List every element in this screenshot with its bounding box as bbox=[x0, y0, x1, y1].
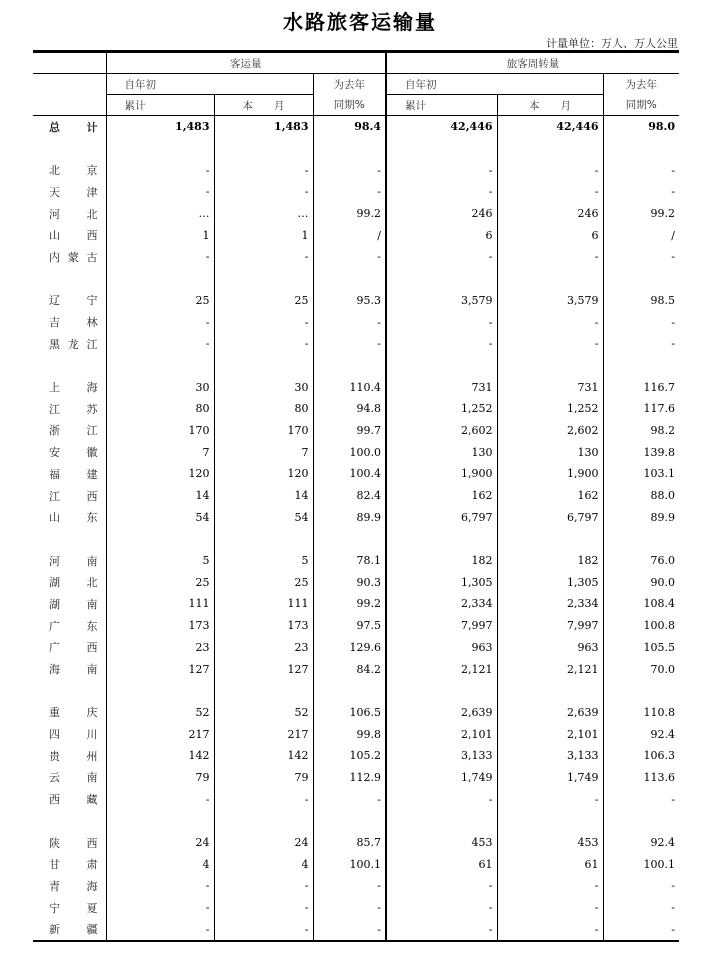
region-name: 辽宁 bbox=[49, 294, 98, 308]
volume-yoy-cell: - bbox=[313, 311, 386, 333]
turnover-yoy-cell: 139.8 bbox=[603, 441, 679, 463]
volume-ytd-cell: - bbox=[106, 333, 214, 355]
region-name: 内蒙古 bbox=[49, 250, 98, 264]
spacer-row bbox=[33, 355, 679, 377]
table-row bbox=[33, 853, 679, 875]
volume-yoy-cell: 78.1 bbox=[313, 550, 386, 572]
table-row bbox=[33, 376, 679, 398]
region-name: 吉林 bbox=[49, 316, 98, 330]
volume-ytd-cell: 120 bbox=[106, 463, 214, 485]
volume-yoy-cell: - bbox=[313, 246, 386, 268]
table-row bbox=[33, 246, 679, 268]
volume-yoy-cell: 82.4 bbox=[313, 485, 386, 507]
header-yoy-top: 为去年 bbox=[603, 74, 679, 95]
region-name: 天津 bbox=[49, 185, 98, 199]
header-ytd-bottom: 累计 bbox=[106, 95, 214, 116]
volume-ytd-cell: 7 bbox=[106, 441, 214, 463]
volume-yoy-cell: / bbox=[313, 224, 386, 246]
volume-month-cell: 7 bbox=[214, 441, 313, 463]
volume-ytd-cell: - bbox=[106, 897, 214, 919]
region-name: 甘肃 bbox=[49, 858, 98, 872]
region-name: 贵州 bbox=[49, 749, 98, 763]
region-name: 重庆 bbox=[49, 706, 98, 720]
region-name: 湖南 bbox=[49, 597, 98, 611]
volume-yoy-cell: - bbox=[313, 918, 386, 941]
region-name: 山东 bbox=[49, 511, 98, 525]
turnover-ytd-cell: 7,997 bbox=[386, 615, 497, 637]
turnover-ytd-cell: 162 bbox=[386, 485, 497, 507]
volume-yoy-cell: - bbox=[313, 159, 386, 181]
turnover-ytd-cell: 3,579 bbox=[386, 290, 497, 312]
table-row bbox=[33, 441, 679, 463]
volume-yoy-cell: 89.9 bbox=[313, 506, 386, 528]
header-month: 本 月 bbox=[214, 95, 313, 116]
volume-yoy-cell: - bbox=[313, 788, 386, 810]
header-yoy-bottom: 同期% bbox=[313, 95, 386, 116]
region-name: 江苏 bbox=[49, 402, 98, 416]
turnover-yoy-cell: - bbox=[603, 788, 679, 810]
turnover-yoy-cell: 92.4 bbox=[603, 832, 679, 854]
volume-ytd-cell: 1,483 bbox=[106, 116, 214, 138]
volume-ytd-cell: - bbox=[106, 159, 214, 181]
table-row bbox=[33, 788, 679, 810]
turnover-month-cell: 6,797 bbox=[497, 506, 603, 528]
region-name: 宁夏 bbox=[49, 901, 98, 915]
volume-yoy-cell: - bbox=[313, 333, 386, 355]
volume-yoy-cell: 106.5 bbox=[313, 702, 386, 724]
volume-ytd-cell: 14 bbox=[106, 485, 214, 507]
turnover-ytd-cell: - bbox=[386, 159, 497, 181]
volume-month-cell: - bbox=[214, 897, 313, 919]
table-body bbox=[33, 116, 679, 942]
volume-month-cell: 79 bbox=[214, 767, 313, 789]
volume-yoy-cell: 112.9 bbox=[313, 767, 386, 789]
table-row bbox=[33, 723, 679, 745]
region-name: 安徽 bbox=[49, 446, 98, 460]
table-row bbox=[33, 918, 679, 941]
region-name: 青海 bbox=[49, 879, 98, 893]
turnover-yoy-cell: - bbox=[603, 311, 679, 333]
turnover-month-cell: 162 bbox=[497, 485, 603, 507]
turnover-ytd-cell: 182 bbox=[386, 550, 497, 572]
region-name: 河南 bbox=[49, 554, 98, 568]
volume-ytd-cell: - bbox=[106, 311, 214, 333]
turnover-month-cell: 2,639 bbox=[497, 702, 603, 724]
volume-ytd-cell: 111 bbox=[106, 593, 214, 615]
turnover-yoy-cell: 98.0 bbox=[603, 116, 679, 138]
unit-label: 计量单位：万人、万人公里 bbox=[546, 37, 678, 50]
turnover-yoy-cell: - bbox=[603, 246, 679, 268]
turnover-yoy-cell: 113.6 bbox=[603, 767, 679, 789]
volume-yoy-cell: 100.1 bbox=[313, 853, 386, 875]
volume-month-cell: - bbox=[214, 246, 313, 268]
statistics-table bbox=[33, 50, 679, 942]
volume-month-cell: 24 bbox=[214, 832, 313, 854]
volume-yoy-cell: 99.2 bbox=[313, 593, 386, 615]
volume-ytd-cell: 5 bbox=[106, 550, 214, 572]
turnover-month-cell: 1,305 bbox=[497, 571, 603, 593]
turnover-yoy-cell: 90.0 bbox=[603, 571, 679, 593]
turnover-ytd-cell: - bbox=[386, 897, 497, 919]
turnover-yoy-cell: - bbox=[603, 897, 679, 919]
volume-month-cell: 170 bbox=[214, 420, 313, 442]
header-passenger-volume: 客运量 bbox=[106, 52, 386, 74]
volume-yoy-cell: 98.4 bbox=[313, 116, 386, 138]
volume-ytd-cell: 142 bbox=[106, 745, 214, 767]
turnover-ytd-cell: - bbox=[386, 788, 497, 810]
volume-ytd-cell: 170 bbox=[106, 420, 214, 442]
volume-ytd-cell: - bbox=[106, 918, 214, 941]
turnover-month-cell: 7,997 bbox=[497, 615, 603, 637]
volume-month-cell: 127 bbox=[214, 658, 313, 680]
table-row bbox=[33, 745, 679, 767]
volume-month-cell: 25 bbox=[214, 290, 313, 312]
turnover-month-cell: - bbox=[497, 181, 603, 203]
turnover-ytd-cell: - bbox=[386, 246, 497, 268]
region-name: 河北 bbox=[49, 207, 98, 221]
turnover-yoy-cell: 99.2 bbox=[603, 203, 679, 225]
turnover-month-cell: - bbox=[497, 333, 603, 355]
turnover-ytd-cell: 453 bbox=[386, 832, 497, 854]
volume-yoy-cell: 99.7 bbox=[313, 420, 386, 442]
turnover-yoy-cell: - bbox=[603, 875, 679, 897]
turnover-month-cell: 42,446 bbox=[497, 116, 603, 138]
volume-yoy-cell: 105.2 bbox=[313, 745, 386, 767]
volume-yoy-cell: 99.8 bbox=[313, 723, 386, 745]
turnover-ytd-cell: 42,446 bbox=[386, 116, 497, 138]
table-row bbox=[33, 463, 679, 485]
volume-ytd-cell: - bbox=[106, 181, 214, 203]
volume-month-cell: 52 bbox=[214, 702, 313, 724]
volume-ytd-cell: 217 bbox=[106, 723, 214, 745]
volume-month-cell: 30 bbox=[214, 376, 313, 398]
table-row bbox=[33, 702, 679, 724]
turnover-yoy-cell: 105.5 bbox=[603, 637, 679, 659]
table-row bbox=[33, 550, 679, 572]
volume-month-cell: - bbox=[214, 159, 313, 181]
turnover-ytd-cell: 731 bbox=[386, 376, 497, 398]
turnover-month-cell: 2,121 bbox=[497, 658, 603, 680]
turnover-month-cell: 182 bbox=[497, 550, 603, 572]
turnover-month-cell: 61 bbox=[497, 853, 603, 875]
table-row bbox=[33, 181, 679, 203]
turnover-yoy-cell: 100.1 bbox=[603, 853, 679, 875]
turnover-yoy-cell: 88.0 bbox=[603, 485, 679, 507]
turnover-yoy-cell: 70.0 bbox=[603, 658, 679, 680]
volume-ytd-cell: 79 bbox=[106, 767, 214, 789]
volume-month-cell: 1,483 bbox=[214, 116, 313, 138]
turnover-month-cell: 6 bbox=[497, 224, 603, 246]
turnover-ytd-cell: 963 bbox=[386, 637, 497, 659]
table-row bbox=[33, 615, 679, 637]
header-ytd-top: 自年初 bbox=[106, 74, 214, 95]
volume-yoy-cell: 97.5 bbox=[313, 615, 386, 637]
volume-yoy-cell: 94.8 bbox=[313, 398, 386, 420]
volume-yoy-cell: 100.0 bbox=[313, 441, 386, 463]
turnover-ytd-cell: 2,334 bbox=[386, 593, 497, 615]
spacer-row bbox=[33, 138, 679, 160]
table-row bbox=[33, 593, 679, 615]
turnover-ytd-cell: 1,749 bbox=[386, 767, 497, 789]
turnover-month-cell: 3,133 bbox=[497, 745, 603, 767]
volume-ytd-cell: 25 bbox=[106, 571, 214, 593]
volume-yoy-cell: 95.3 bbox=[313, 290, 386, 312]
region-name: 上海 bbox=[49, 381, 98, 395]
turnover-ytd-cell: - bbox=[386, 918, 497, 941]
region-name: 新疆 bbox=[33, 918, 106, 941]
volume-yoy-cell: 84.2 bbox=[313, 658, 386, 680]
turnover-month-cell: - bbox=[497, 246, 603, 268]
table-row bbox=[33, 203, 679, 225]
turnover-ytd-cell: - bbox=[386, 333, 497, 355]
table-row bbox=[33, 398, 679, 420]
volume-month-cell: 14 bbox=[214, 485, 313, 507]
turnover-ytd-cell: 130 bbox=[386, 441, 497, 463]
table-row bbox=[33, 897, 679, 919]
page-title: 水路旅客运输量 bbox=[283, 10, 437, 34]
volume-month-cell: 25 bbox=[214, 571, 313, 593]
turnover-yoy-cell: - bbox=[603, 918, 679, 941]
volume-month-cell: 120 bbox=[214, 463, 313, 485]
table-row bbox=[33, 875, 679, 897]
header-ytd-bottom: 累计 bbox=[386, 95, 497, 116]
volume-ytd-cell: - bbox=[106, 875, 214, 897]
header-month: 本 月 bbox=[497, 95, 603, 116]
region-name: 四川 bbox=[49, 728, 98, 742]
volume-ytd-cell: - bbox=[106, 246, 214, 268]
turnover-yoy-cell: - bbox=[603, 181, 679, 203]
volume-month-cell: 142 bbox=[214, 745, 313, 767]
turnover-month-cell: 963 bbox=[497, 637, 603, 659]
volume-yoy-cell: 100.4 bbox=[313, 463, 386, 485]
turnover-ytd-cell: 2,639 bbox=[386, 702, 497, 724]
turnover-ytd-cell: 2,121 bbox=[386, 658, 497, 680]
region-name: 浙江 bbox=[49, 424, 98, 438]
turnover-month-cell: - bbox=[497, 311, 603, 333]
volume-yoy-cell: - bbox=[313, 897, 386, 919]
turnover-month-cell: 1,900 bbox=[497, 463, 603, 485]
volume-month-cell: 23 bbox=[214, 637, 313, 659]
table-row bbox=[33, 637, 679, 659]
turnover-ytd-cell: - bbox=[386, 311, 497, 333]
volume-yoy-cell: 129.6 bbox=[313, 637, 386, 659]
table-row bbox=[33, 767, 679, 789]
region-name: 江西 bbox=[49, 489, 98, 503]
turnover-month-cell: 453 bbox=[497, 832, 603, 854]
table-row bbox=[33, 159, 679, 181]
region-name: 海南 bbox=[49, 663, 98, 677]
header-yoy-bottom: 同期% bbox=[603, 95, 679, 116]
turnover-yoy-cell: 116.7 bbox=[603, 376, 679, 398]
volume-month-cell: 4 bbox=[214, 853, 313, 875]
turnover-yoy-cell: 110.8 bbox=[603, 702, 679, 724]
volume-ytd-cell: 173 bbox=[106, 615, 214, 637]
turnover-yoy-cell: / bbox=[603, 224, 679, 246]
volume-ytd-cell: 30 bbox=[106, 376, 214, 398]
volume-ytd-cell: … bbox=[106, 203, 214, 225]
turnover-ytd-cell: 1,900 bbox=[386, 463, 497, 485]
turnover-month-cell: 3,579 bbox=[497, 290, 603, 312]
volume-ytd-cell: - bbox=[106, 788, 214, 810]
turnover-yoy-cell: - bbox=[603, 159, 679, 181]
table-row bbox=[33, 658, 679, 680]
turnover-yoy-cell: - bbox=[603, 333, 679, 355]
total-row bbox=[33, 116, 679, 138]
header-ytd-top: 自年初 bbox=[386, 74, 497, 95]
region-name: 福建 bbox=[49, 467, 98, 481]
turnover-yoy-cell: 98.5 bbox=[603, 290, 679, 312]
turnover-month-cell: - bbox=[497, 918, 603, 941]
volume-yoy-cell: 110.4 bbox=[313, 376, 386, 398]
table-row bbox=[33, 311, 679, 333]
turnover-yoy-cell: 108.4 bbox=[603, 593, 679, 615]
volume-yoy-cell: - bbox=[313, 875, 386, 897]
volume-month-cell: - bbox=[214, 788, 313, 810]
turnover-yoy-cell: 92.4 bbox=[603, 723, 679, 745]
header-yoy-top: 为去年 bbox=[313, 74, 386, 95]
turnover-month-cell: 246 bbox=[497, 203, 603, 225]
turnover-ytd-cell: 246 bbox=[386, 203, 497, 225]
turnover-yoy-cell: 103.1 bbox=[603, 463, 679, 485]
header-passenger-turnover: 旅客周转量 bbox=[386, 52, 679, 74]
region-name: 云南 bbox=[49, 771, 98, 785]
table-row bbox=[33, 832, 679, 854]
table-row bbox=[33, 506, 679, 528]
volume-month-cell: 111 bbox=[214, 593, 313, 615]
volume-ytd-cell: 25 bbox=[106, 290, 214, 312]
volume-month-cell: 1 bbox=[214, 224, 313, 246]
region-name: 广西 bbox=[49, 641, 98, 655]
volume-ytd-cell: 52 bbox=[106, 702, 214, 724]
turnover-ytd-cell: 6,797 bbox=[386, 506, 497, 528]
turnover-ytd-cell: 6 bbox=[386, 224, 497, 246]
turnover-yoy-cell: 76.0 bbox=[603, 550, 679, 572]
table-row bbox=[33, 485, 679, 507]
volume-ytd-cell: 127 bbox=[106, 658, 214, 680]
turnover-ytd-cell: 1,305 bbox=[386, 571, 497, 593]
volume-month-cell: - bbox=[214, 918, 313, 941]
turnover-ytd-cell: - bbox=[386, 181, 497, 203]
table-row bbox=[33, 333, 679, 355]
volume-month-cell: … bbox=[214, 203, 313, 225]
turnover-month-cell: 731 bbox=[497, 376, 603, 398]
turnover-month-cell: 130 bbox=[497, 441, 603, 463]
volume-ytd-cell: 4 bbox=[106, 853, 214, 875]
volume-month-cell: - bbox=[214, 875, 313, 897]
table-row bbox=[33, 224, 679, 246]
spacer-row bbox=[33, 680, 679, 702]
turnover-ytd-cell: 1,252 bbox=[386, 398, 497, 420]
turnover-month-cell: 2,334 bbox=[497, 593, 603, 615]
spacer-row bbox=[33, 528, 679, 550]
turnover-month-cell: - bbox=[497, 875, 603, 897]
turnover-month-cell: 1,749 bbox=[497, 767, 603, 789]
turnover-ytd-cell: 2,101 bbox=[386, 723, 497, 745]
region-name: 广东 bbox=[49, 619, 98, 633]
region-name: 西藏 bbox=[49, 793, 98, 807]
turnover-month-cell: - bbox=[497, 159, 603, 181]
volume-month-cell: - bbox=[214, 311, 313, 333]
region-name: 山西 bbox=[49, 229, 98, 243]
volume-month-cell: 5 bbox=[214, 550, 313, 572]
table-row bbox=[33, 290, 679, 312]
region-name: 湖北 bbox=[49, 576, 98, 590]
region-name: 北京 bbox=[49, 164, 98, 178]
volume-ytd-cell: 1 bbox=[106, 224, 214, 246]
volume-month-cell: 217 bbox=[214, 723, 313, 745]
volume-ytd-cell: 80 bbox=[106, 398, 214, 420]
region-name: 黑龙江 bbox=[49, 337, 98, 351]
volume-month-cell: 80 bbox=[214, 398, 313, 420]
turnover-ytd-cell: 3,133 bbox=[386, 745, 497, 767]
turnover-ytd-cell: 61 bbox=[386, 853, 497, 875]
region-name: 总 计 bbox=[49, 120, 98, 134]
region-name: 陕西 bbox=[49, 836, 98, 850]
turnover-month-cell: 2,101 bbox=[497, 723, 603, 745]
turnover-yoy-cell: 89.9 bbox=[603, 506, 679, 528]
volume-ytd-cell: 24 bbox=[106, 832, 214, 854]
volume-month-cell: - bbox=[214, 333, 313, 355]
volume-yoy-cell: 90.3 bbox=[313, 571, 386, 593]
volume-ytd-cell: 54 bbox=[106, 506, 214, 528]
turnover-ytd-cell: - bbox=[386, 875, 497, 897]
turnover-yoy-cell: 117.6 bbox=[603, 398, 679, 420]
volume-month-cell: 173 bbox=[214, 615, 313, 637]
volume-ytd-cell: 23 bbox=[106, 637, 214, 659]
turnover-month-cell: - bbox=[497, 788, 603, 810]
turnover-month-cell: 1,252 bbox=[497, 398, 603, 420]
table-row bbox=[33, 420, 679, 442]
table-row bbox=[33, 571, 679, 593]
turnover-month-cell: 2,602 bbox=[497, 420, 603, 442]
turnover-yoy-cell: 100.8 bbox=[603, 615, 679, 637]
turnover-yoy-cell: 98.2 bbox=[603, 420, 679, 442]
spacer-row bbox=[33, 268, 679, 290]
volume-yoy-cell: - bbox=[313, 181, 386, 203]
volume-yoy-cell: 85.7 bbox=[313, 832, 386, 854]
turnover-month-cell: - bbox=[497, 897, 603, 919]
volume-month-cell: - bbox=[214, 181, 313, 203]
turnover-ytd-cell: 2,602 bbox=[386, 420, 497, 442]
turnover-yoy-cell: 106.3 bbox=[603, 745, 679, 767]
volume-yoy-cell: 99.2 bbox=[313, 203, 386, 225]
volume-month-cell: 54 bbox=[214, 506, 313, 528]
spacer-row bbox=[33, 810, 679, 832]
